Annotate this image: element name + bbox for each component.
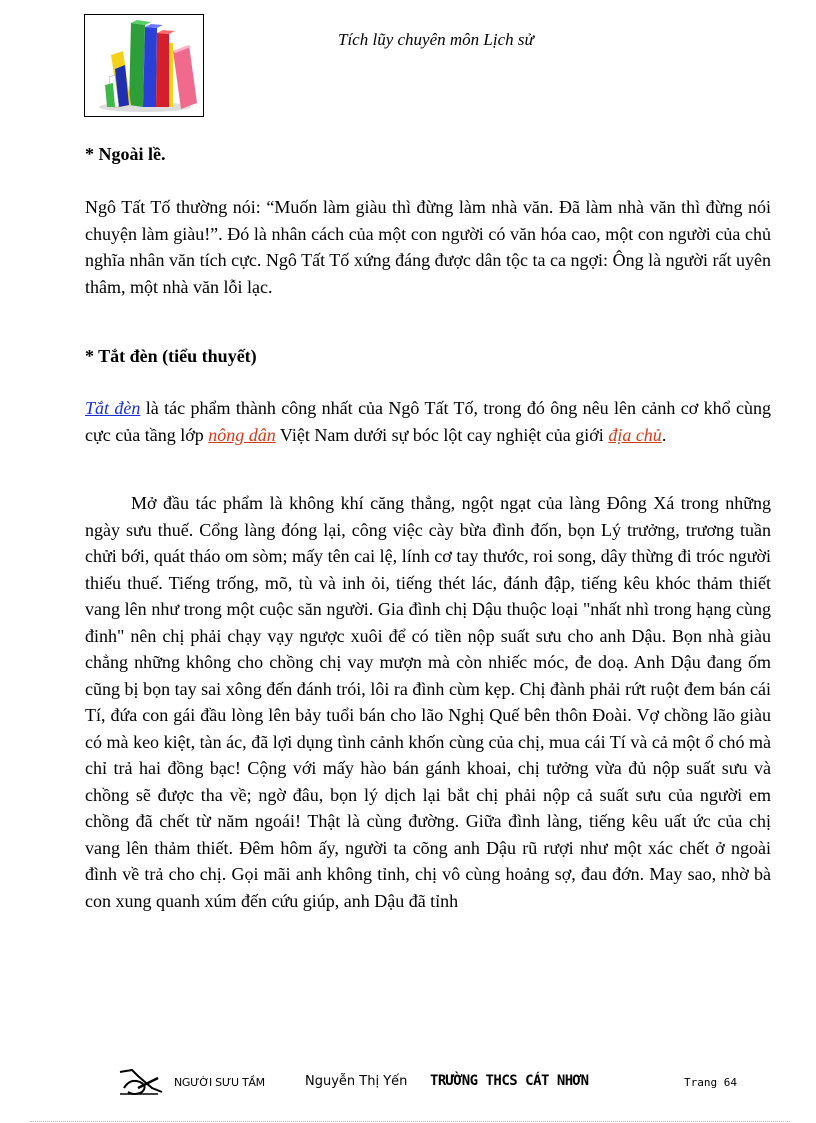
footer <box>0 1062 816 1102</box>
aside-paragraph: Ngô Tất Tố thường nói: “Muốn làm giàu thì đừng làm nhà văn. Đã làm nhà văn thì đừng nói chuyện làm giàu!”. Đó là nhân cách của một con người có văn hóa cao, một con người của chủ nghĩa nhân văn tích cực. Ngô Tất Tố xứng đáng được dân tộc ta ca ngợi: Ông là người rất uyên thâm, một nhà văn lỗi lạc. <box>85 197 771 297</box>
novel-heading: * Tắt đèn (tiểu thuyết) <box>85 346 257 366</box>
header-title: Tích lũy chuyên môn Lịch sử <box>338 30 534 49</box>
link-dia-chu[interactable]: địa chủ <box>608 424 662 445</box>
link-nong-dan[interactable]: nông dân <box>208 424 276 445</box>
link-tat-den[interactable]: Tắt đèn <box>85 398 141 418</box>
school-name: TRƯỜNG THCS CÁT NHƠN <box>430 1073 589 1089</box>
signature-pen-icon <box>118 1066 164 1096</box>
intro-text-1: là tác phẩm thành công nhất của Ngô Tất Tố, trong đó ông nêu lên cảnh cơ khổ cùng cực của tầng lớp <box>85 398 772 445</box>
page-edge-divider <box>30 1121 790 1122</box>
page-number: Trang 64 <box>684 1076 737 1089</box>
aside-heading: * Ngoài lề. <box>85 144 166 164</box>
intro-paragraph <box>85 395 771 448</box>
intro-text-3: . <box>661 424 667 445</box>
author-name: Nguyễn Thị Yến <box>305 1074 408 1089</box>
books-logo <box>84 14 204 117</box>
body-paragraph <box>85 490 771 914</box>
books-icon <box>85 15 203 116</box>
intro-text-2: Việt Nam dưới sự bóc lột cay nghiệt của giới <box>275 424 609 445</box>
body-text: Mở đầu tác phẩm là không khí căng thẳng, ngột ngạt của làng Đông Xá trong những ngày sưu thuế. Cổng làng đóng lại, công việc cày bừa đình đốn, bọn Lý trưởng, trương tuần chửi bới, quát tháo om sòm; mấy tên cai lệ, lính cơ tay thước, roi song, dây thừng đi tróc người thiếu thuế. Tiếng trống, mõ, tù và inh ỏi, tiếng thét lác, đánh đập, tiếng kêu khóc thảm thiết vang lên như trong một cuộc săn người. Gia đình chị Dậu thuộc loại "nhất nhì trong hạng cùng đinh" nên chị phải chạy vạy ngược xuôi để có tiền nộp suất sưu cho anh Dậu. Bọn nhà giàu chẳng những không cho chồng chị vay mượn mà còn nhiếc móc, đe doạ. Anh Dậu đang ốm cũng bị bọn tay sai xông đến đánh trói, lôi ra đình cùm kẹp. Chị đành phải rứt ruột đem bán cái Tí, đứa con gái đầu lòng lên bảy tuổi bán cho lão Nghị Quế bên thôn Đoài. Vợ chồng lão giàu có mà keo kiệt, tàn ác, đã lợi dụng tình cảnh khốn cùng của chị, mua cái Tí và cả một ổ chó mà chỉ trả hai đồng bạc! Cộng với mấy hào bán gánh khoai, chị tưởng vừa đủ nộp suất sưu và chồng sẽ được tha về; ngờ đâu, bọn lý dịch lại bắt chị phải nộp cả suất sưu của người em chồng đã chết từ năm ngoái! Thật là cùng đường. Giữa đình làng, tiếng kêu uất ức của chị vang lên thảm thiết. Đêm hôm ấy, người ta cõng anh Dậu rũ rượi như một xác chết ở ngoài đình về trả cho chị. Gọi mãi anh không tỉnh, chị vô cùng hoảng sợ, đau đớn. May sao, nhờ bà con xung quanh xúm đến cứu giúp, anh Dậu đã tỉnh <box>85 493 771 911</box>
collector-label: NGƯỜI SƯU TẦM <box>174 1076 265 1089</box>
